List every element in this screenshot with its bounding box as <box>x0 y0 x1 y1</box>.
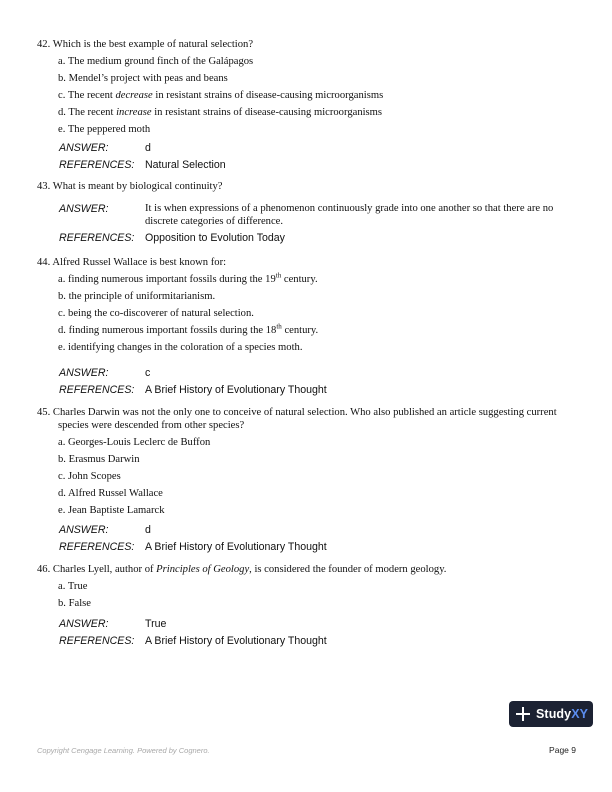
references-value: Opposition to Evolution Today <box>145 232 285 244</box>
footer-copyright: Copyright Cengage Learning. Powered by Cognero. <box>37 746 210 755</box>
answer-block-42 <box>59 141 226 175</box>
question-text: 42. Which is the best example of natural selection? <box>37 39 254 50</box>
option-d: d. finding numerous important fossils during the 18th century. <box>58 322 319 336</box>
answer-label: ANSWER: <box>59 524 109 536</box>
answer-block-44 <box>59 366 327 400</box>
question-text: 43. What is meant by biological continuity? <box>37 181 223 192</box>
question-text: 46. Charles Lyell, author of Principles of Geology, is considered the founder of modern geology. <box>37 564 447 575</box>
question-46 <box>37 563 446 614</box>
option-c: c. The recent decrease in resistant strains of disease-causing microorganisms <box>58 90 384 101</box>
options-list <box>58 580 446 610</box>
answer-label: ANSWER: <box>59 142 109 154</box>
answer-value: True <box>145 618 167 630</box>
answer-value: d <box>145 142 151 154</box>
option-b: b. False <box>58 598 91 609</box>
question-43 <box>37 180 222 193</box>
answer-label: ANSWER: <box>59 618 109 630</box>
plus-icon <box>516 707 530 721</box>
question-42 <box>37 38 383 140</box>
references-label: REFERENCES: <box>59 635 135 647</box>
option-e: e. Jean Baptiste Lamarck <box>58 505 165 516</box>
question-text: 44. Alfred Russel Wallace is best known for: <box>37 257 227 268</box>
option-a: a. The medium ground finch of the Galápagos <box>58 56 254 67</box>
options-list <box>58 55 383 136</box>
options-list <box>58 436 577 517</box>
option-b: b. the principle of uniformitarianism. <box>58 291 216 302</box>
references-value: A Brief History of Evolutionary Thought <box>145 635 327 647</box>
references-value: Natural Selection <box>145 159 226 171</box>
option-e: e. identifying changes in the coloration of a species moth. <box>58 342 303 353</box>
question-45 <box>37 406 577 521</box>
option-c: c. being the co-discoverer of natural selection. <box>58 308 254 319</box>
option-b: b. Mendel’s project with peas and beans <box>58 73 228 84</box>
answer-block-43 <box>59 202 561 248</box>
logo-text: StudyXY <box>536 707 589 721</box>
references-value: A Brief History of Evolutionary Thought <box>145 541 327 553</box>
option-a: a. True <box>58 581 88 592</box>
references-label: REFERENCES: <box>59 541 135 553</box>
option-e: e. The peppered moth <box>58 124 151 135</box>
answer-label: ANSWER: <box>59 203 109 215</box>
answer-block-45 <box>59 523 327 557</box>
option-d: d. Alfred Russel Wallace <box>58 488 163 499</box>
question-44 <box>37 256 318 358</box>
references-label: REFERENCES: <box>59 384 135 396</box>
question-text: 45. Charles Darwin was not the only one to conceive of natural selection. Who also published an article suggesting current species were descended from other species? <box>37 407 557 431</box>
options-list <box>58 273 318 354</box>
answer-block-46 <box>59 617 327 651</box>
option-a: a. Georges-Louis Leclerc de Buffon <box>58 437 211 448</box>
option-c: c. John Scopes <box>58 471 121 482</box>
page-number: Page 9 <box>549 745 576 755</box>
answer-label: ANSWER: <box>59 367 109 379</box>
option-a: a. finding numerous important fossils during the 19th century. <box>58 271 318 285</box>
answer-value: It is when expressions of a phenomenon continuously grade into one another so that there are no discrete categories of difference. <box>145 203 554 227</box>
answer-value: d <box>145 524 151 536</box>
references-value: A Brief History of Evolutionary Thought <box>145 384 327 396</box>
option-d: d. The recent increase in resistant strains of disease-causing microorganisms <box>58 107 383 118</box>
references-label: REFERENCES: <box>59 232 135 244</box>
references-label: REFERENCES: <box>59 159 135 171</box>
studyxy-logo[interactable] <box>509 701 593 727</box>
option-b: b. Erasmus Darwin <box>58 454 140 465</box>
answer-value: c <box>145 367 151 379</box>
